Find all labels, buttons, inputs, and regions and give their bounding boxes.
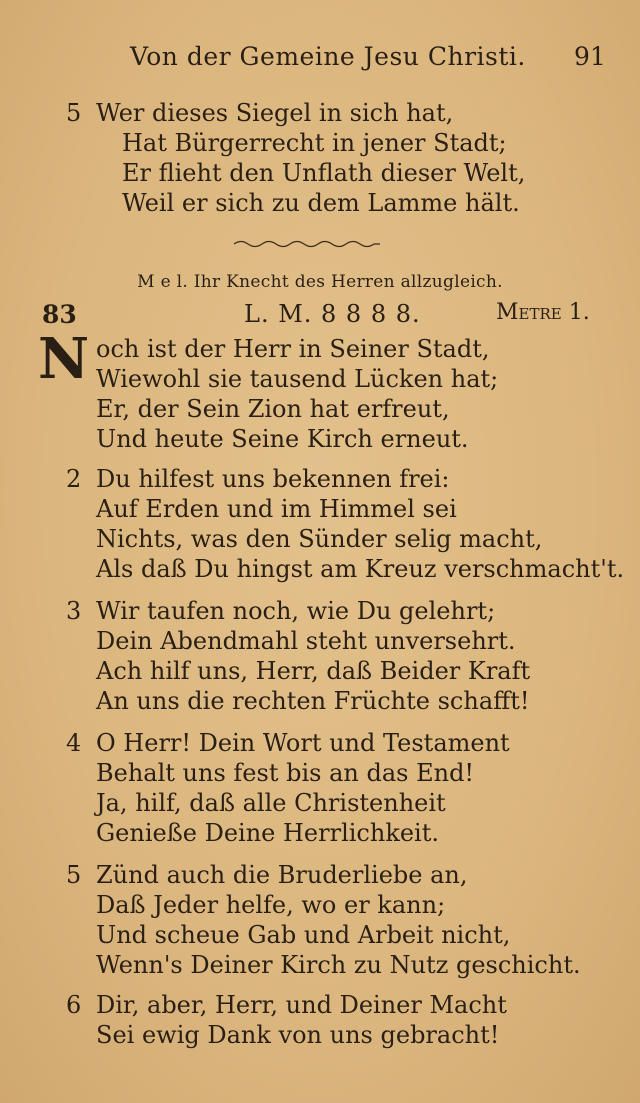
verse-line: Wiewohl sie tausend Lücken hat; [96,365,499,393]
verse-line: Wir taufen noch, wie Du gelehrt; [96,597,496,625]
verse-line: Dein Abendmahl steht unversehrt. [96,627,516,655]
meter: L. M. 8 8 8 8. [244,300,421,328]
hymn-number: 83 [42,300,77,329]
verse-line: O Herr! Dein Wort und Testament [96,729,510,757]
verse-line: och ist der Herr in Seiner Stadt, [96,335,490,363]
verse-line: Wer dieses Siegel in sich hat, [96,99,454,127]
verse-line: Als daß Du hingst am Kreuz verschmacht't. [96,555,625,583]
stanza-number: 2 [66,465,82,493]
stanza-number: 5 [66,861,82,889]
stanza-number: 3 [66,597,82,625]
verse-line: Er, der Sein Zion hat erfreut, [96,395,450,423]
stanza-number: 5 [66,99,82,127]
verse-line: Sei ewig Dank von uns gebracht! [96,1021,500,1049]
verse-line: Auf Erden und im Himmel sei [96,495,457,523]
verse-line: Genieße Deine Herrlichkeit. [96,819,440,847]
verse-line: Ach hilf uns, Herr, daß Beider Kraft [96,657,531,685]
stanza-number: 6 [66,991,82,1019]
verse-line: Behalt uns fest bis an das End! [96,759,475,787]
verse-line: Dir, aber, Herr, und Deiner Macht [96,991,507,1019]
verse-line: Hat Bürgerrecht in jener Stadt; [122,129,507,157]
verse-line: Du hilfest uns bekennen frei: [96,465,450,493]
ornamental-divider-icon [232,237,382,251]
melody-line: M e l. Ihr Knecht des Herren allzugleich. [137,272,503,292]
metre-label: Metre 1. [496,300,590,325]
page-number: 91 [574,42,606,71]
verse-line: Daß Jeder helfe, wo er kann; [96,891,446,919]
page-header [0,42,640,82]
stanza-number: 4 [66,729,82,757]
verse-line: Und scheue Gab und Arbeit nicht, [96,921,511,949]
verse-line: An uns die rechten Früchte schafft! [96,687,530,715]
drop-capital: N [38,326,90,392]
verse-line: Zünd auch die Bruderliebe an, [96,861,468,889]
verse-line: Wenn's Deiner Kirch zu Nutz geschicht. [96,951,581,979]
verse-line: Und heute Seine Kirch erneut. [96,425,469,453]
verse-line: Er flieht den Unflath dieser Welt, [122,159,526,187]
hymn-meta [0,300,640,332]
verse-line: Weil er sich zu dem Lamme hält. [122,189,520,217]
verse-line: Nichts, was den Sünder selig macht, [96,525,543,553]
verse-line: Ja, hilf, daß alle Christenheit [96,789,446,817]
running-title: Von der Gemeine Jesu Christi. [130,42,526,71]
